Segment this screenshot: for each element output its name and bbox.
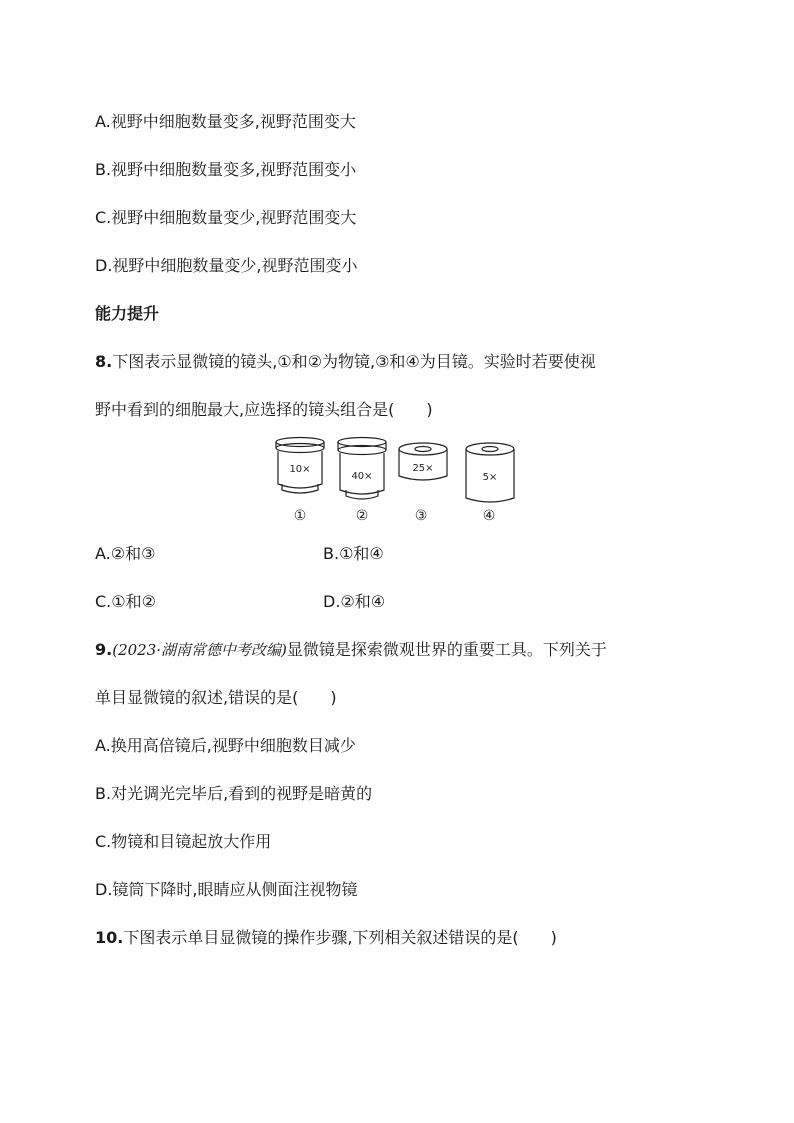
- q8-number: 8.: [95, 352, 113, 371]
- q10-text-line1: 下图表示单目显微镜的操作步骤,下列相关叙述错误的是( ): [123, 928, 557, 947]
- q9-number: 9.: [95, 640, 113, 659]
- lens-1-label: ①: [293, 508, 307, 524]
- lens-1-mag: 10×: [289, 464, 311, 475]
- lens-eyepiece-4: [466, 443, 514, 524]
- lens-figure: [270, 434, 530, 526]
- q10-number: 10.: [95, 928, 124, 947]
- q8-option-c: C.①和②: [95, 592, 156, 611]
- lens-4-mag: 5×: [482, 472, 498, 483]
- q8-option-b: B.①和④: [323, 544, 384, 563]
- q8-stem-line1: [95, 352, 596, 372]
- lens-objective-1: [276, 438, 324, 525]
- q7-option-c: C.视野中细胞数量变少,视野范围变大: [95, 208, 357, 227]
- q8-text-line1: 下图表示显微镜的镜头,①和②为物镜,③和④为目镜。实验时若要使视: [112, 352, 596, 371]
- q9-text-line1: 显微镜是探索微观世界的重要工具。下列关于: [286, 640, 607, 659]
- q9-option-a: A.换用高倍镜后,视野中细胞数目减少: [95, 736, 356, 755]
- lens-3-label: ③: [414, 508, 428, 524]
- q9-option-c: C.物镜和目镜起放大作用: [95, 832, 272, 851]
- q7-option-a: A.视野中细胞数量变多,视野范围变大: [95, 112, 356, 131]
- lens-eyepiece-3: [399, 443, 447, 524]
- lens-objective-2: [338, 438, 386, 525]
- q9-option-b: B.对光调光完毕后,看到的视野是暗黄的: [95, 784, 373, 803]
- lens-2-mag: 40×: [351, 471, 373, 482]
- lens-3-mag: 25×: [412, 463, 434, 474]
- q9-source: (2023·湖南常德中考改编): [112, 641, 287, 659]
- q8-stem-line2: 野中看到的细胞最大,应选择的镜头组合是( ): [95, 400, 433, 419]
- q9-stem-line2: 单目显微镜的叙述,错误的是( ): [95, 688, 337, 707]
- q8-option-a: A.②和③: [95, 544, 156, 563]
- q9-stem-line1: [95, 640, 607, 660]
- q8-option-d: D.②和④: [323, 592, 386, 611]
- q7-option-b: B.视野中细胞数量变多,视野范围变小: [95, 160, 357, 179]
- q9-option-d: D.镜筒下降时,眼睛应从侧面注视物镜: [95, 880, 358, 899]
- section-heading: 能力提升: [95, 304, 160, 323]
- q10-stem-line1: [95, 928, 557, 948]
- lens-4-label: ④: [482, 508, 496, 524]
- lens-2-label: ②: [355, 508, 369, 524]
- q7-option-d: D.视野中细胞数量变少,视野范围变小: [95, 256, 358, 275]
